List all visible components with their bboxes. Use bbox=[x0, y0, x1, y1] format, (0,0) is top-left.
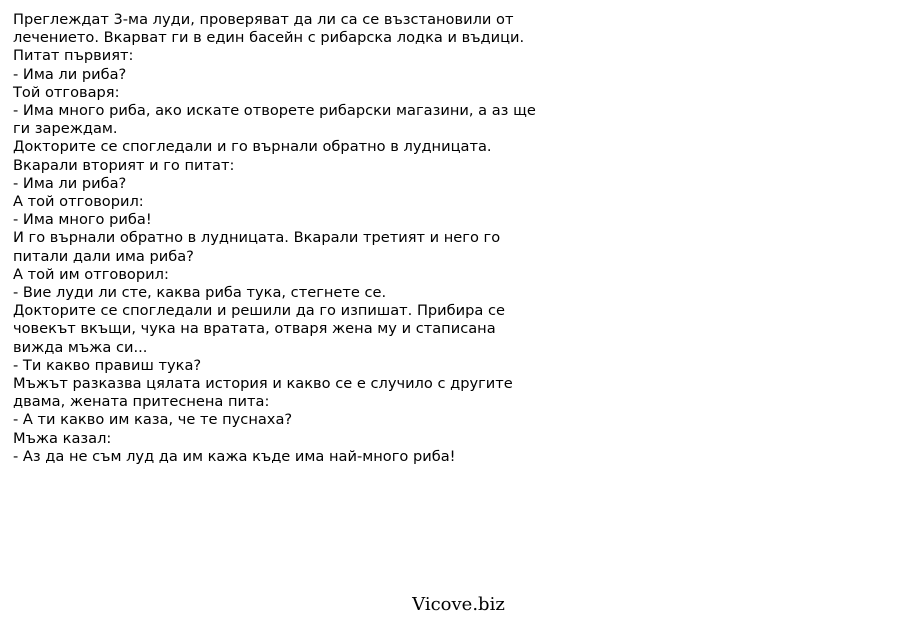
joke-line: - Ти какво правиш тука? bbox=[13, 356, 202, 374]
joke-line: човекът вкъщи, чука на вратата, отваря жена му и стаписана bbox=[13, 320, 496, 338]
joke-text bbox=[13, 11, 583, 466]
joke-line: - Има много риба, ако искате отворете рибарски магазини, а аз ще bbox=[13, 102, 536, 120]
joke-line: - Има много риба! bbox=[13, 211, 152, 229]
joke-line: - А ти какво им каза, че те пуснаха? bbox=[13, 411, 293, 429]
joke-line: Питат първият: bbox=[13, 47, 134, 65]
joke-line: Мъжът разказва цялата история и какво се е случило с другите bbox=[13, 375, 513, 393]
joke-line: вижда мъжа си... bbox=[13, 338, 148, 356]
joke-line: А той им отговорил: bbox=[13, 265, 169, 283]
site-watermark: Vicove.biz bbox=[412, 594, 505, 615]
joke-line: Докторите се спогледали и го върнали обратно в лудницата. bbox=[13, 138, 492, 156]
joke-line: лечението. Вкарват ги в един басейн с рибарска лодка и въдици. bbox=[13, 29, 525, 47]
joke-line: Преглеждат 3-ма луди, проверяват да ли са се възстановили от bbox=[13, 11, 514, 28]
joke-line: - Има ли риба? bbox=[13, 174, 127, 192]
joke-line: Докторите се спогледали и решили да го изпишат. Прибира се bbox=[13, 302, 505, 320]
joke-line: И го върнали обратно в лудницата. Вкарали третият и него го bbox=[13, 229, 501, 247]
joke-line: - Вие луди ли сте, каква риба тука, стегнете се. bbox=[13, 284, 387, 302]
joke-line: - Има ли риба? bbox=[13, 65, 127, 83]
joke-line: - Аз да не съм луд да им кажа къде има най-много риба! bbox=[13, 447, 456, 465]
joke-line: Той отговаря: bbox=[13, 83, 120, 101]
joke-line: Мъжа казал: bbox=[13, 429, 112, 447]
joke-line: двама, жената притеснена пита: bbox=[13, 393, 270, 411]
joke-line: А той отговорил: bbox=[13, 193, 144, 211]
joke-line: ги зареждам. bbox=[13, 120, 118, 138]
joke-line: Вкарали вторият и го питат: bbox=[13, 156, 235, 174]
joke-line: питали дали има риба? bbox=[13, 247, 194, 265]
